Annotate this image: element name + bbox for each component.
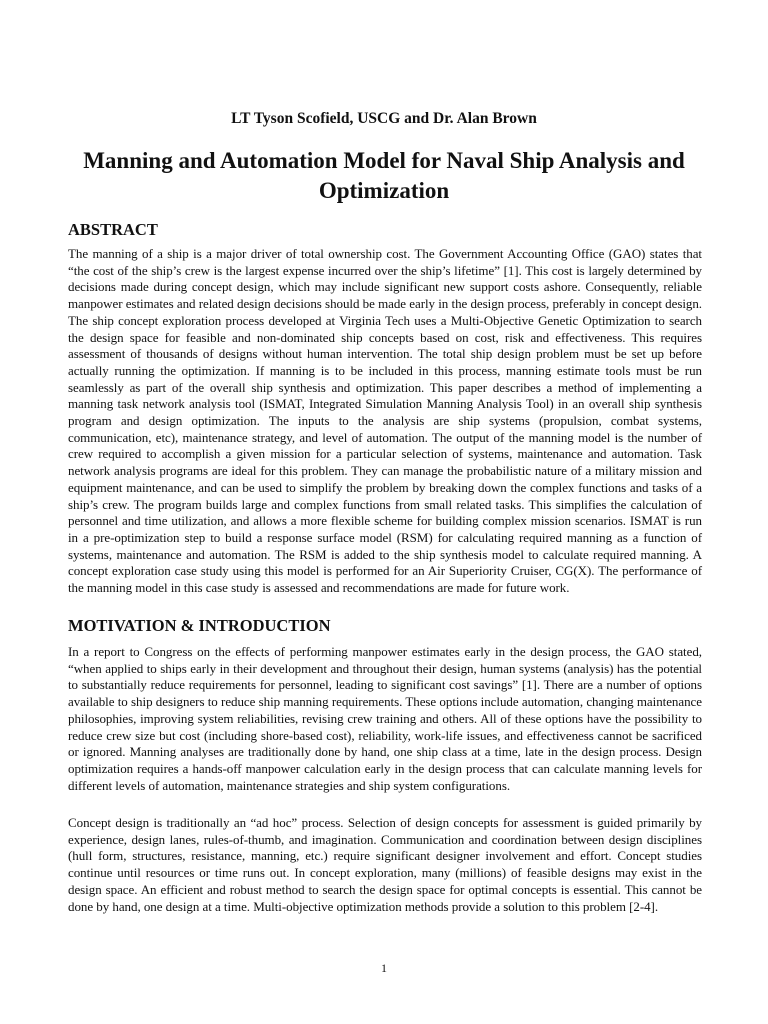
motivation-heading: MOTIVATION & INTRODUCTION xyxy=(68,616,331,635)
paper-title: Manning and Automation Model for Naval Ship Analysis and Optimization xyxy=(83,148,685,203)
intro-paragraph-1: In a report to Congress on the effects of performing manpower estimates early in the design process, the GAO stated, “when applied to ships early in their development and throughout their design, human systems (analysis) has the potential to substantially reduce requirements for personnel, leading to significant cost savings” [1]. There are a number of options available to ship designers to reduce ship manning requirements. These options include automation, changing maintenance philosophies, improving system reliabilities, revising crew training and others. All of these options have the possibility to reduce crew size but cost (including shore-based cost), reliability, work-life issues, and effectiveness cannot be sacrificed or ignored. Manning analyses are traditionally done by hand, one ship class at a time, late in the design process. Design optimization requires a hands-off manpower calculation early in the design process that can calculate manning levels for different levels of automation, maintenance strategies and ship system configurations. xyxy=(68,644,702,793)
author-line: LT Tyson Scofield, USCG and Dr. Alan Brown xyxy=(231,110,537,127)
intro-paragraph-2: Concept design is traditionally an “ad hoc” process. Selection of design concepts for assessment is guided primarily by experience, design lanes, rules-of-thumb, and imagination. Communication and coordination between design disciplines (hull form, structures, resistance, manning, etc.) require significant designer involvement and effort. Concept studies continue until resources or time runs out. In concept exploration, many (millions) of feasible designs may exist in the design space. An efficient and robust method to search the design space for optimal concepts is essential. This cannot be done by hand, one design at a time. Multi-objective optimization methods provide a solution to this problem [2-4]. xyxy=(68,815,702,914)
abstract-paragraph: The manning of a ship is a major driver of total ownership cost. The Government Accounting Office (GAO) states that “the cost of the ship’s crew is the largest expense incurred over the ship’s lifetime” [1]. This cost is largely determined by decisions made during concept design, which may include significant new support costs ashore. Consequently, reliable manpower estimates and related design decisions should be made early in the design process, preferably in concept design. The ship concept exploration process developed at Virginia Tech uses a Multi-Objective Genetic Optimization to search the design space for feasible and non-dominated ship concepts based on cost, risk and effectiveness. This requires assessment of thousands of designs without human intervention. The total ship design problem must be set up before actually running the optimization. If manning is to be included in this process, manning estimate tools must be run seamlessly as part of the overall ship synthesis and optimization. This paper describes a method of implementing a manning task network analysis tool (ISMAT, Integrated Simulation Manning Analysis Tool) in an overall ship synthesis program and design optimization. The inputs to the analysis are ship systems (propulsion, combat systems, communication, etc), maintenance strategy, and level of automation. The output of the manning model is the number of crew required to accomplish a given mission for a particular selection of systems, maintenance and automation. Task network analysis programs are ideal for this problem. They can manage the probabilistic nature of a military mission and equipment maintenance, and can be used to simplify the problem by breaking down the complex functions and tasks of a ship’s crew. The program builds large and complex functions from small related tasks. This simplifies the calculation of personnel and time utilization, and allows a more flexible scheme for building complex mission scenarios. ISMAT is run in a pre-optimization step to build a response surface model (RSM) for calculating required manning as a function of systems, maintenance and automation. The RSM is added to the ship synthesis model to calculate required manning. A concept exploration case study using this model is performed for an Air Superiority Cruiser, CG(X). The performance of the manning model in this case study is assessed and recommendations are made for future work. xyxy=(68,246,702,596)
page-number: 1 xyxy=(381,961,387,975)
abstract-heading: ABSTRACT xyxy=(68,220,158,239)
